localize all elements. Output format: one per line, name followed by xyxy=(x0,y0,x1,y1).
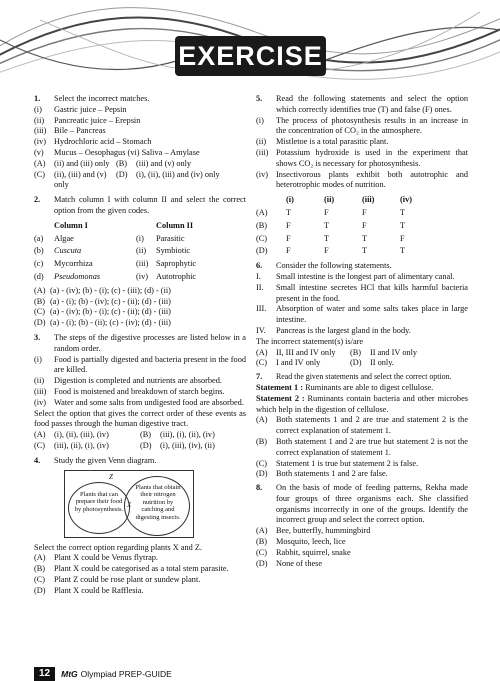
list-item: (iii) Bile – Pancreas xyxy=(34,126,106,136)
question-text: Match column I with column II and select the correct option from the given codes. xyxy=(54,195,246,215)
question-text: Read the given statements and select the correct option. xyxy=(276,372,452,382)
answer-option: (A) Bee, butterfly, hummingbird xyxy=(256,526,371,536)
answer-option: (D) Both statements 1 and 2 are false. xyxy=(256,469,388,479)
page-footer xyxy=(34,667,172,681)
answer-option: (B) (a) - (i); (b) - (iv); (c) - (ii); (d) - (iii) xyxy=(34,296,171,306)
question-text: Select the incorrect matches. xyxy=(54,94,150,103)
answer-option: (A) (a) - (iv); (b) - (i); (c) - (iii); (d) - (ii) xyxy=(34,285,171,295)
venn-circle-right xyxy=(124,476,190,536)
question-number: 4. xyxy=(34,455,41,465)
venn-left-text: Plants that can prepare their food by photosynthesis. xyxy=(74,490,124,513)
question-8 xyxy=(256,483,468,569)
brand-logo: MtG xyxy=(61,669,78,679)
question-number: 6. xyxy=(256,261,263,271)
list-item: (i) The process of photosynthesis results in an increase in the concentration of CO₂ in the atmosphere. xyxy=(256,115,468,136)
footer-text: MtG Olympiad PREP-GUIDE xyxy=(61,669,172,679)
list-item: (v) Mucus – Oesophagus (vi) Saliva – Amylase xyxy=(34,147,200,157)
venn-diagram xyxy=(64,470,264,540)
answer-option: (D) Plant X could be Rafflesia. xyxy=(34,585,144,595)
list-item: (ii) Mistletoe is a total parasitic plant. xyxy=(256,137,389,147)
tf-table: (i) (ii) (iii) (iv) (A) T F F T (B) F T F T (C) F T T F (D) F F T T xyxy=(256,194,438,258)
list-item: IV. Pancreas is the largest gland in the body. xyxy=(256,325,411,335)
match-table: Column I Column II (a) Algae (i) Parasitic (b) Cuscuta (ii) Symbiotic (c) Mycorrhiza (iii) Saprophytic (d) Pseudomonas (iv) Autotrophic xyxy=(34,220,197,281)
header-banner xyxy=(0,0,500,86)
answer-option: (A) Both statements 1 and 2 are true and statement 2 is the correct explanation of statement 1. xyxy=(256,415,468,436)
answer-option: (B) Both statement 1 and 2 are true but statement 2 is not the correct explanation of statement 1. xyxy=(256,436,468,457)
question-instruction: Select the correct option regarding plants X and Z. xyxy=(34,542,202,552)
answer-options: (C) (iii), (ii), (i), (iv) (D) (i), (iii), (iv), (ii) xyxy=(34,440,215,450)
question-5 xyxy=(256,94,468,258)
answer-option: (C) Rabbit, squirrel, snake xyxy=(256,547,351,557)
list-item: (iii) Potassium hydroxide is used in the experiment that shows CO₂ is necessary for photosynthesis. xyxy=(256,147,468,168)
list-item: II. Small intestine secretes HCl that kills harmful bacteria present in the food. xyxy=(256,282,468,303)
table-row: (A) T F F T xyxy=(256,207,406,217)
question-text: On the basis of mode of feeding patterns, Rekha made four groups of three organisms each. She classified organisms incorrectly in one of the groups. Identify the incorrect group and select the correct option. xyxy=(276,483,468,525)
statement-1: Statement 1 : Ruminants are able to digest cellulose. xyxy=(256,382,434,392)
list-item: (iii) Food is moistened and breakdown of starch begins. xyxy=(34,386,225,396)
answer-options: (C) (ii), (iii) and (v) only (D) (i), (ii), (iii) and (iv) only xyxy=(34,169,220,190)
table-row: (D) F F T T xyxy=(256,246,406,256)
answer-options: (C) I and IV only (D) II only. xyxy=(256,358,394,368)
question-text: Consider the following statements. xyxy=(276,261,392,271)
question-number: 3. xyxy=(34,332,41,342)
question-text: Read the following statements and select the option which correctly identifies true (T) and false (F) ones. xyxy=(276,94,468,114)
question-1 xyxy=(34,94,246,191)
question-3 xyxy=(34,333,246,452)
question-instruction: Select the option that gives the correct order of these events as food passes through the human digestive tract. xyxy=(34,408,246,429)
list-item: III. Absorption of water and some salts takes place in large intestine. xyxy=(256,304,468,325)
question-number: 5. xyxy=(256,94,263,103)
question-6 xyxy=(256,261,468,369)
list-item: (ii) Digestion is completed and nutrients are absorbed. xyxy=(34,376,222,386)
list-item: I. Small intestine is the longest part of alimentary canal. xyxy=(256,271,455,281)
page-title: EXERCISE xyxy=(175,36,326,76)
list-item: (iv) Water and some salts from undigested food are absorbed. xyxy=(34,397,244,407)
question-number: 2. xyxy=(34,195,41,205)
table-row: (C) F T T F xyxy=(256,233,405,243)
page-number: 12 xyxy=(34,667,55,681)
statement-2: Statement 2 : Ruminants contain bacteria and other microbes which help in the digestion of cellulose. xyxy=(256,393,468,414)
left-column xyxy=(34,94,246,598)
answer-option: (D) None of these xyxy=(256,558,323,568)
answer-option: (C) Statement 1 is true but statement 2 is false. xyxy=(256,458,419,468)
question-instruction: The incorrect statement(s) is/are xyxy=(256,336,364,346)
venn-right-text: Plants that obtain their nitrogen nutrition by catching and digesting insects. xyxy=(135,483,181,521)
answer-options: (A) (i), (ii), (iii), (iv) (B) (iii), (i), (ii), (iv) xyxy=(34,430,215,440)
question-text: Study the given Venn diagram. xyxy=(54,455,157,465)
answer-option: (D) (a) - (i); (b) - (ii); (c) - (iv); (d) - (iii) xyxy=(34,318,171,328)
list-item: (iv) Insectivorous plants exhibit both autotrophic and heterotrophic modes of nutrition. xyxy=(256,169,468,190)
question-number: 8. xyxy=(256,483,263,493)
question-number: 7. xyxy=(256,372,263,382)
list-item: (i) Food is partially digested and bacteria present in the food are killed. xyxy=(34,354,246,375)
question-2 xyxy=(34,195,246,329)
list-item: (iv) Hydrochloric acid – Stomach xyxy=(34,137,152,147)
answer-option: (B) Plant X could be categorised as a total stem parasite. xyxy=(34,564,229,574)
list-item: (ii) Pancreatic juice – Erepsin xyxy=(34,115,141,125)
answer-option: (A) Plant X could be Venus flytrap. xyxy=(34,553,159,563)
right-column xyxy=(256,94,468,571)
question-text: The steps of the digestive processes are listed below in a random order. xyxy=(54,332,246,353)
venn-circle-left xyxy=(68,482,130,534)
answer-option: (B) Mosquito, leech, lice xyxy=(256,537,346,547)
venn-label-z: Z xyxy=(109,472,113,481)
list-item: (i) Gastric juice – Pepsin xyxy=(34,104,127,114)
answer-options: (A) (ii) and (iii) only (B) (iii) and (v) only xyxy=(34,158,192,168)
answer-options: (A) II, III and IV only (B) II and IV only xyxy=(256,347,418,357)
answer-option: (C) Plant Z could be rose plant or sundew plant. xyxy=(34,574,201,584)
venn-label-x: X xyxy=(127,500,132,509)
table-row: (B) F T F T xyxy=(256,220,406,230)
answer-option: (C) (a) - (iv); (b) - (i); (c) - (ii); (d) - (iii) xyxy=(34,307,171,317)
question-number: 1. xyxy=(34,94,41,103)
question-7 xyxy=(256,372,468,480)
question-4 xyxy=(34,456,246,597)
